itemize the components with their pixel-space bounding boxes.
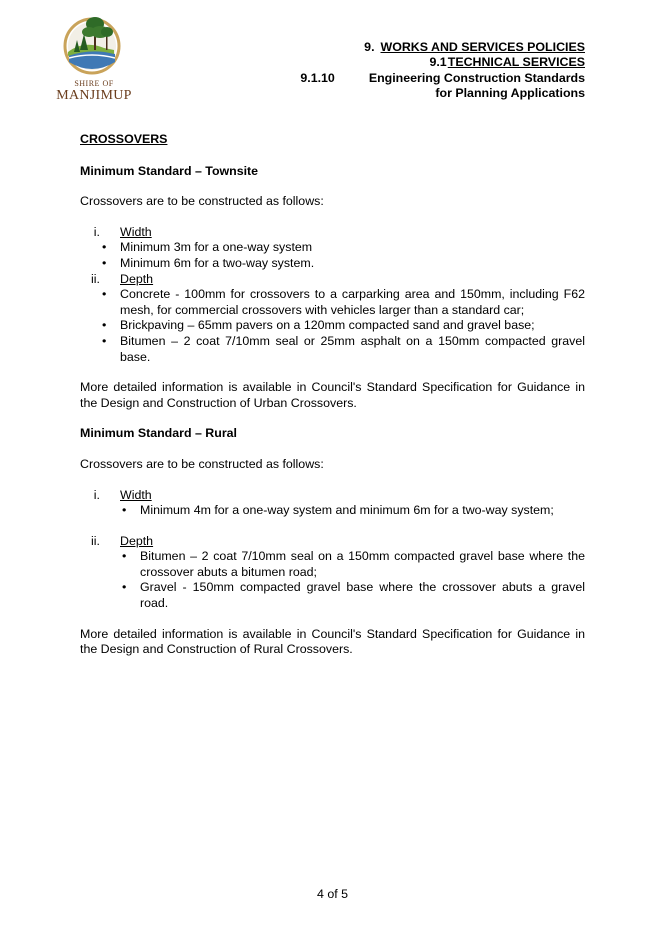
list-item: ii. Depth • Concrete - 100mm for crossovers to a carparking area and 150mm, including F62 mesh, for commercial crossovers with vehicles larger than a standard car; • Brickpaving – 65mm pavers on a 120mm compacted sand and gravel base; • Bitumen – 2 coat 7/10mm seal or 25mm asphalt on a 150mm compacted gravel base. xyxy=(80,272,585,366)
list-item: • Minimum 3m for a one-way system xyxy=(102,240,313,255)
rural-intro: Crossovers are to be constructed as follows: xyxy=(80,456,324,471)
rural-heading: Minimum Standard – Rural xyxy=(80,426,237,441)
depth-label: Depth xyxy=(120,271,154,286)
logo-emblem xyxy=(54,10,134,80)
list-item: i. Width • Minimum 3m for a one-way system • Minimum 6m for a two-way system. xyxy=(80,225,585,272)
list-item: i. Width • Minimum 4m for a one-way system and minimum 6m for a two-way system; xyxy=(80,488,585,519)
list-item: • Brickpaving – 65mm pavers on a 120mm compacted sand and gravel base; xyxy=(102,318,535,333)
logo-shire-of-text: SHIRE OF xyxy=(74,79,114,88)
width-label: Width xyxy=(120,487,152,502)
list-item: • Minimum 4m for a one-way system and minimum 6m for a two-way system; xyxy=(122,503,554,518)
width-label: Width xyxy=(120,224,152,239)
header-line-1: 9. WORKS AND SERVICES POLICIES xyxy=(364,40,585,54)
list-item: • Minimum 6m for a two-way system. xyxy=(102,255,315,270)
document-header xyxy=(300,40,585,102)
townsite-intro: Crossovers are to be constructed as follows: xyxy=(80,194,324,209)
list-item: • Bitumen – 2 coat 7/10mm seal on a 150mm compacted gravel base where the crossover abuts a bitumen road; xyxy=(122,549,585,579)
list-item: • Bitumen – 2 coat 7/10mm seal or 25mm asphalt on a 150mm compacted gravel base. xyxy=(102,333,585,364)
header-line-2: 9.1 TECHNICAL SERVICES xyxy=(429,55,585,70)
header-line-4: for Planning Applications xyxy=(435,86,585,101)
logo-manjimup-text: MANJIMUP xyxy=(56,88,132,103)
townsite-more-info: More detailed information is available in Council's Standard Specification for Guidance in the Design and Construction of Urban Crossovers. xyxy=(80,380,585,410)
rural-more-info: More detailed information is available in Council's Standard Specification for Guidance in the Design and Construction of Rural Crossovers. xyxy=(80,626,585,657)
townsite-list xyxy=(80,225,585,365)
section-title: CROSSOVERS xyxy=(80,132,168,146)
list-item: • Gravel - 150mm compacted gravel base where the crossover abuts a gravel road. xyxy=(122,580,585,611)
page-number: 4 of 5 xyxy=(316,887,348,901)
document-body xyxy=(80,132,585,658)
townsite-heading: Minimum Standard – Townsite xyxy=(80,163,259,178)
depth-label: Depth xyxy=(120,533,154,548)
header-line-3: 9.1.10 Engineering Construction Standards xyxy=(300,70,585,85)
rural-list xyxy=(80,488,585,612)
list-item: • Concrete - 100mm for crossovers to a carparking area and 150mm, including F62 mesh, for commercial crossovers with vehicles larger than a standard car; xyxy=(102,287,585,317)
shire-logo xyxy=(54,10,134,110)
list-item: ii. Depth • Bitumen – 2 coat 7/10mm seal on a 150mm compacted gravel base where the crossover abuts a bitumen road; • Gravel - 150mm compacted gravel base where the crossover abuts a gravel road. xyxy=(91,533,585,611)
